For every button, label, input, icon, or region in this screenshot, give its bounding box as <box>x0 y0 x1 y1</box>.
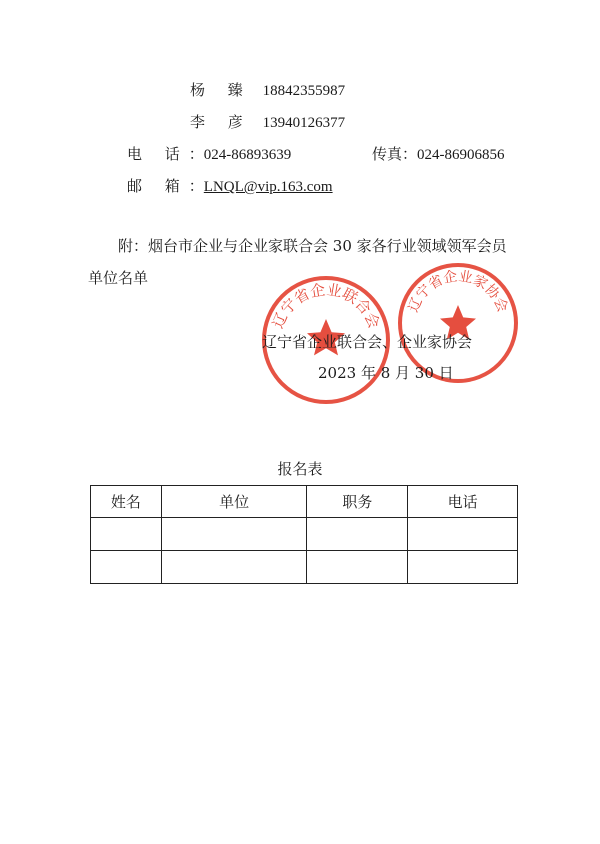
fax-line: 传真：024-86906856 <box>372 145 505 163</box>
contact-phone: 18842355987 <box>262 83 346 99</box>
tel-line: 电 话：024-86893639 <box>127 145 292 163</box>
cell-unit[interactable] <box>161 518 307 551</box>
cell-unit[interactable] <box>161 551 307 584</box>
contact-line-1 <box>190 79 345 100</box>
cell-phone[interactable] <box>408 551 518 584</box>
fax-label: 传真 <box>372 145 403 163</box>
tel-label: 电 话 <box>127 145 189 163</box>
email-link[interactable]: LNQL@vip.163.com <box>203 179 333 195</box>
cell-phone[interactable] <box>408 518 518 551</box>
contact-name: 杨 臻 <box>190 81 252 99</box>
table-header-row <box>91 486 518 518</box>
attachment-note: 附：烟台市企业与企业家联合会 30 家各行业领域领军会员单位名单 <box>88 237 507 287</box>
cell-name[interactable] <box>91 518 162 551</box>
contact-phone: 13940126377 <box>262 115 346 131</box>
fax-value: 024-86906856 <box>417 147 505 163</box>
tel-value: 024-86893639 <box>203 147 292 163</box>
cell-name[interactable] <box>91 551 162 584</box>
contact-line-2 <box>190 111 345 132</box>
signature-org: 辽宁省企业联合会、企业家协会 <box>262 333 473 351</box>
signature-date: 2023 年 8 月 30 日 <box>318 364 454 382</box>
seal-left-text: 辽宁省企业联合会 <box>268 280 384 331</box>
table-row <box>91 551 518 584</box>
header-unit: 单位 <box>161 486 307 518</box>
form-title: 报名表 <box>277 460 323 478</box>
cell-position[interactable] <box>307 518 408 551</box>
header-phone: 电话 <box>408 486 518 518</box>
email-line: 邮 箱：LNQL@vip.163.com <box>127 177 333 195</box>
contact-name: 李 彦 <box>190 113 252 131</box>
registration-table <box>90 485 518 584</box>
header-position: 职务 <box>307 486 408 518</box>
table-row <box>91 518 518 551</box>
email-label: 邮 箱 <box>127 177 189 195</box>
header-name: 姓名 <box>91 486 162 518</box>
seal-right-text: 辽宁省企业家协会 <box>405 268 511 315</box>
cell-position[interactable] <box>307 551 408 584</box>
